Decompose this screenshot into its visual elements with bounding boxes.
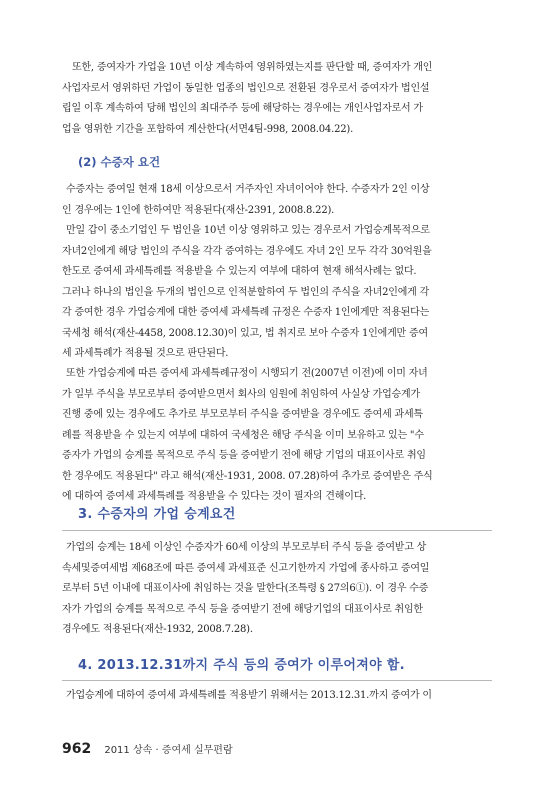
page-number: 962 (62, 741, 92, 757)
text-line: 가업승계에 대하여 증여세 과세특례를 적용받기 위해서는 2013.12.31.까지 증여가 이 (66, 690, 432, 701)
section-heading-3: 3. 수증자의 가업 승계요건 (78, 507, 236, 522)
paragraph-2 (62, 180, 492, 221)
text-line: 그러나 하나의 법인을 두개의 법인으로 인적분할하여 두 법인의 주식을 자녀2인에게 각 (62, 286, 430, 298)
paragraph-3 (62, 221, 492, 365)
text-line: 국세청 해석(재산-4458, 2008.12.30)이 있고, 법 취지로 보아 수증자 1인에게만 증여 (62, 327, 428, 339)
section-divider (62, 680, 492, 681)
section-divider (62, 530, 492, 531)
text-line: 립일 이후 계속하여 당해 법인의 최대주주 등에 해당하는 경우에는 개인사업자로서 가 (62, 103, 423, 114)
text-line: 업을 영위한 기간을 포함하여 계산한다(서면4팀-998, 2008.04.22). (62, 123, 354, 135)
text-line: 또한, 증여자가 가업을 10년 이상 계속하여 영위하였는지를 판단할 때, 증여자가 개인 (72, 62, 433, 73)
text-line: 세 과세특례가 적용될 것으로 판단된다. (62, 348, 229, 359)
paragraph-4 (62, 364, 492, 508)
text-line: 또한 가업승계에 따른 증여세 과세특례규정이 시행되기 전(2007년 이전)에 이미 자녀 (66, 368, 428, 379)
text-line: 사업자로서 영위하던 가업이 동일한 업종의 법인으로 전환된 경우로서 증여자가 법인설 (62, 82, 430, 94)
text-line: 각 증여한 경우 가업승계에 대한 증여세 과세특례 규정은 수증자 1인에게만 적용된다는 (62, 307, 430, 318)
text-line: 자가 가업의 승계를 목적으로 주식 등을 증여받기 전에 해당기업의 대표이사로 취임한 (62, 603, 423, 615)
text-line: 진행 중에 있는 경우에도 추가로 부모로부터 주식을 증여받을 경우에도 증여세 과세특 (62, 409, 423, 420)
text-line: 속세및증여세법 제68조에 따른 증여세 과세표준 신고기한까지 가업에 종사하고 증여일 (62, 562, 430, 574)
text-line: 례를 적용받을 수 있는지 여부에 대하여 국세청은 해당 주식을 이미 보유하고 있는 "수 (62, 429, 424, 441)
paragraph-6 (62, 686, 492, 707)
page-footer (62, 738, 233, 757)
text-line: 경우에도 적용된다(재산-1932, 2008.7.28). (62, 624, 253, 635)
text-line: 가 일부 주식을 부모로부터 증여받으면서 회사의 임원에 취임하여 사실상 가업승계가 (62, 388, 420, 400)
section-heading-4: 4. 2013.12.31까지 주식 등의 증여가 이루어져야 함. (78, 658, 405, 673)
text-line: 인 경우에는 1인에 한하여만 적용된다(재산-2391, 2008.8.22). (62, 204, 335, 216)
text-line: 한도로 증여세 과세특례를 적용받을 수 있는지 여부에 대하여 현재 해석사례는 없다. (62, 266, 417, 277)
paragraph-1 (62, 58, 492, 140)
text-line: 에 대하여 증여세 과세특례를 적용받을 수 있다는 것이 필자의 견해이다. (62, 491, 367, 502)
text-line: 수증자는 증여일 현재 18세 이상으로서 거주자인 자녀이어야 한다. 수증자가 2인 이상 (66, 184, 430, 195)
text-line: 가업의 승계는 18세 이상인 수증자가 60세 이상의 부모로부터 주식 등을 증여받고 상 (66, 542, 427, 553)
book-title: 2011 상속 · 증여세 실무편람 (104, 745, 233, 756)
text-line: 증자가 가업의 승계를 목적으로 주식 등을 증여받기 전에 해당 기업의 대표이사로 취임 (62, 450, 426, 461)
paragraph-5 (62, 538, 492, 641)
text-line: 로부터 5년 이내에 대표이사에 취임하는 것을 말한다(조특령 § 27의6①). 이 경우 수증 (62, 583, 429, 594)
text-line: 한 경우에도 적용된다" 라고 해석(재산-1931, 2008. 07.28)하여 추가로 증여받은 주식 (62, 470, 433, 482)
subsection-heading: (2) 수증자 요건 (78, 155, 161, 169)
text-line: 자녀2인에게 해당 법인의 주식을 각각 증여하는 경우에도 자녀 2인 모두 각각 30억원을 (62, 245, 432, 257)
text-line: 만일 갑이 중소기업인 두 법인을 10년 이상 영위하고 있는 경우로서 가업승계목적으로 (66, 225, 430, 236)
